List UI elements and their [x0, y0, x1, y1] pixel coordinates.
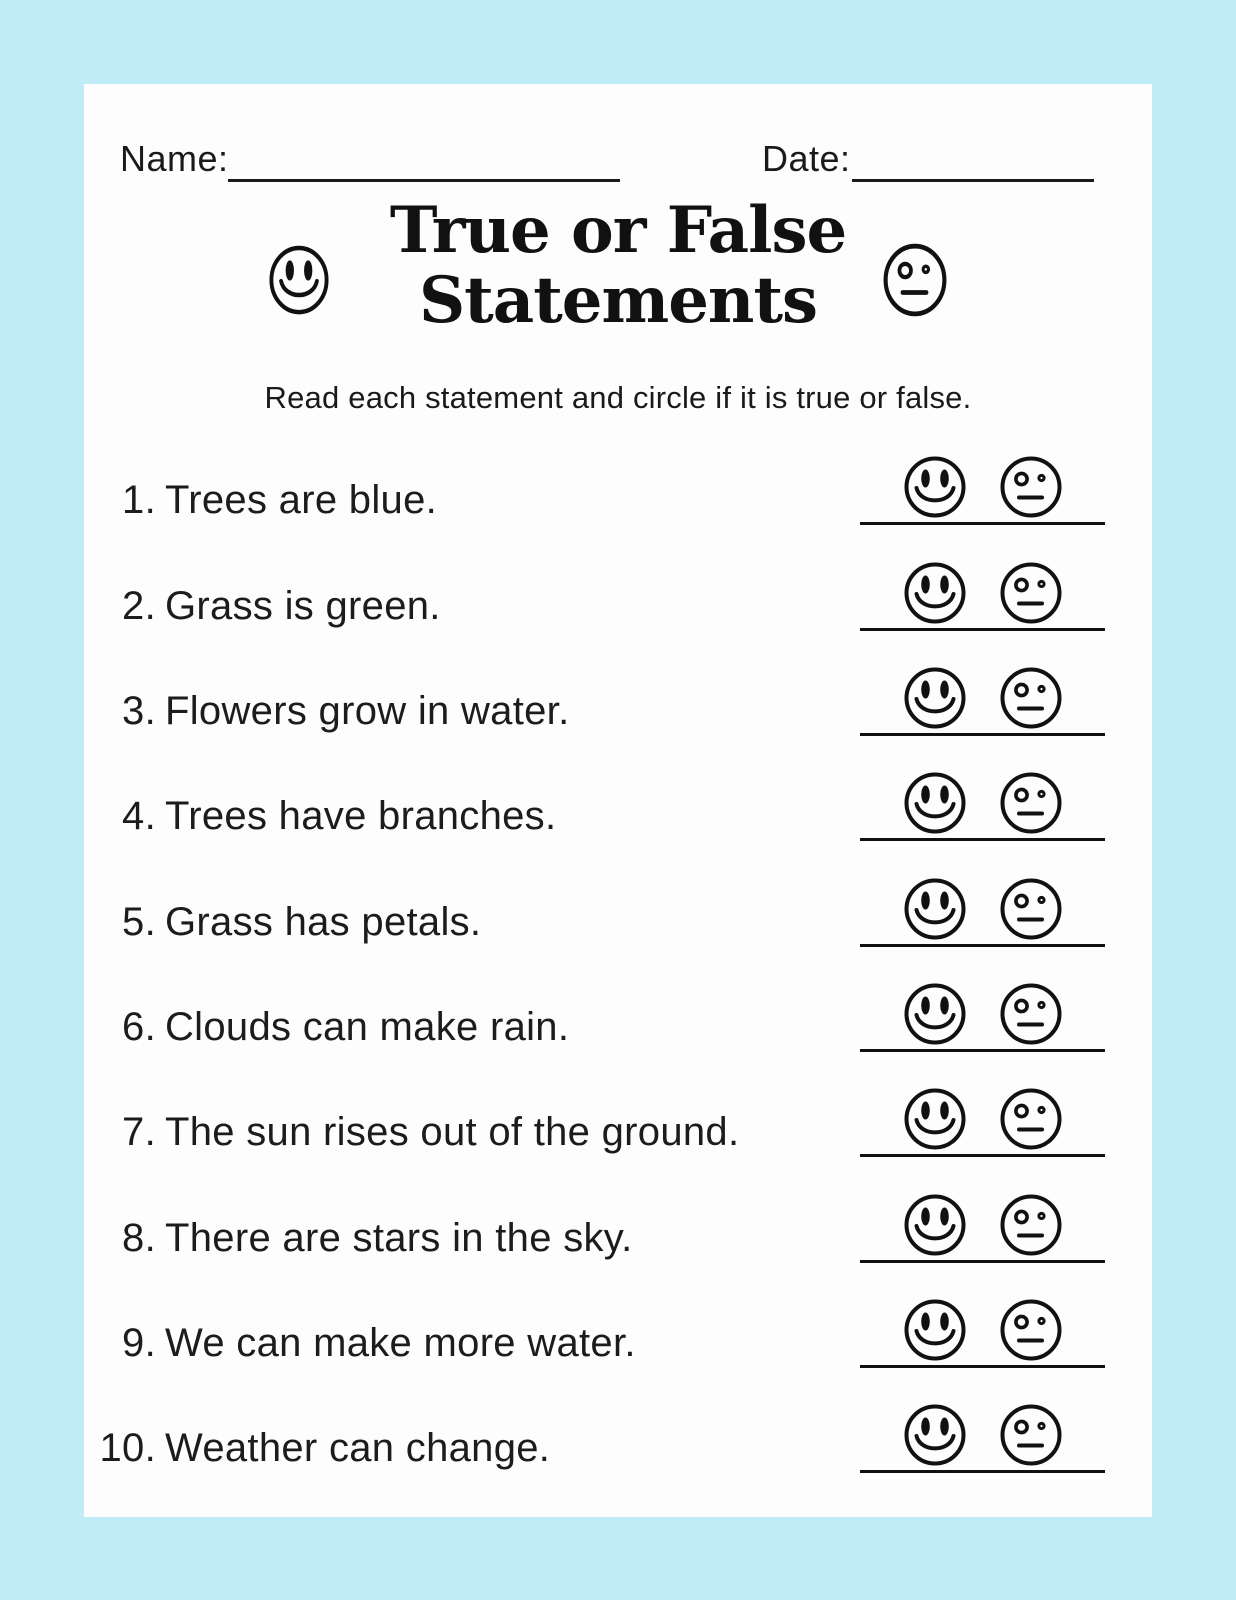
page-title	[84, 193, 1152, 339]
statement-row	[84, 420, 1152, 525]
worksheet-page	[84, 84, 1152, 1517]
statement-text: Clouds can make rain.	[165, 1004, 570, 1049]
statement-number: 6.	[122, 1004, 156, 1049]
statement	[98, 688, 570, 733]
statement-number: 4.	[122, 794, 156, 839]
statement	[98, 1004, 570, 1049]
true-option-happy-face-icon[interactable]	[903, 771, 967, 835]
statement-text: Flowers grow in water.	[165, 688, 570, 733]
statement-text: Trees are blue.	[165, 478, 438, 523]
statement-number: 10.	[99, 1426, 156, 1471]
true-option-happy-face-icon[interactable]	[903, 1403, 967, 1467]
statement-row	[84, 736, 1152, 841]
statement-number: 5.	[122, 899, 156, 944]
statement-list	[84, 420, 1152, 1473]
false-option-neutral-face-icon[interactable]	[999, 1298, 1063, 1362]
statement	[98, 1320, 636, 1365]
statement-row	[84, 1368, 1152, 1473]
true-option-happy-face-icon[interactable]	[903, 455, 967, 519]
true-option-happy-face-icon[interactable]	[903, 561, 967, 625]
true-option-happy-face-icon[interactable]	[903, 982, 967, 1046]
date-input-line[interactable]	[852, 179, 1094, 182]
true-option-happy-face-icon[interactable]	[903, 1298, 967, 1362]
false-option-neutral-face-icon[interactable]	[999, 982, 1063, 1046]
answer-area	[860, 666, 1105, 736]
answer-area	[860, 1298, 1105, 1368]
statement-row	[84, 631, 1152, 736]
statement-row	[84, 525, 1152, 630]
statement-number: 7.	[122, 1110, 156, 1155]
true-option-happy-face-icon[interactable]	[903, 1087, 967, 1151]
statement	[98, 794, 557, 839]
statement-row	[84, 1157, 1152, 1262]
false-option-neutral-face-icon[interactable]	[999, 1403, 1063, 1467]
false-option-neutral-face-icon[interactable]	[999, 1193, 1063, 1257]
name-label: Name:	[120, 138, 229, 179]
false-option-neutral-face-icon[interactable]	[999, 455, 1063, 519]
instruction-text: Read each statement and circle if it is true or false.	[264, 380, 972, 415]
statement-text: Trees have branches.	[165, 794, 557, 839]
statement-text: Weather can change.	[165, 1426, 551, 1471]
statement-row	[84, 1263, 1152, 1368]
false-option-neutral-face-icon[interactable]	[999, 666, 1063, 730]
answer-area	[860, 1193, 1105, 1263]
false-option-neutral-face-icon[interactable]	[999, 877, 1063, 941]
statement	[98, 583, 441, 628]
false-option-neutral-face-icon[interactable]	[999, 771, 1063, 835]
page-title-line2: Statements	[418, 263, 818, 339]
statement-number: 3.	[122, 688, 156, 733]
false-option-neutral-face-icon[interactable]	[999, 561, 1063, 625]
statement-number: 8.	[122, 1215, 156, 1260]
answer-area	[860, 982, 1105, 1052]
statement-row	[84, 841, 1152, 946]
statement	[98, 1110, 740, 1155]
answer-area	[860, 1403, 1105, 1473]
statement-row	[84, 1052, 1152, 1157]
statement-number: 1.	[122, 478, 156, 523]
date-label: Date:	[762, 138, 851, 179]
statement	[98, 899, 482, 944]
page-title-line1: True or False	[389, 193, 847, 268]
false-option-neutral-face-icon[interactable]	[999, 1087, 1063, 1151]
true-option-happy-face-icon[interactable]	[903, 1193, 967, 1257]
true-option-happy-face-icon[interactable]	[903, 877, 967, 941]
answer-area	[860, 877, 1105, 947]
statement	[98, 1426, 551, 1471]
answer-area	[860, 1087, 1105, 1157]
statement-text: Grass is green.	[165, 583, 441, 628]
statement-text: There are stars in the sky.	[165, 1215, 633, 1260]
statement-row	[84, 947, 1152, 1052]
statement	[98, 478, 438, 523]
answer-area	[860, 561, 1105, 631]
statement-text: The sun rises out of the ground.	[165, 1110, 740, 1155]
true-option-happy-face-icon[interactable]	[903, 666, 967, 730]
statement-text: We can make more water.	[165, 1320, 636, 1365]
name-input-line[interactable]	[228, 179, 620, 182]
answer-area	[860, 455, 1105, 525]
statement-number: 9.	[122, 1320, 156, 1365]
statement-number: 2.	[122, 583, 156, 628]
statement	[98, 1215, 633, 1260]
statement-text: Grass has petals.	[165, 899, 482, 944]
answer-area	[860, 771, 1105, 841]
neutral-face-icon	[882, 242, 948, 318]
